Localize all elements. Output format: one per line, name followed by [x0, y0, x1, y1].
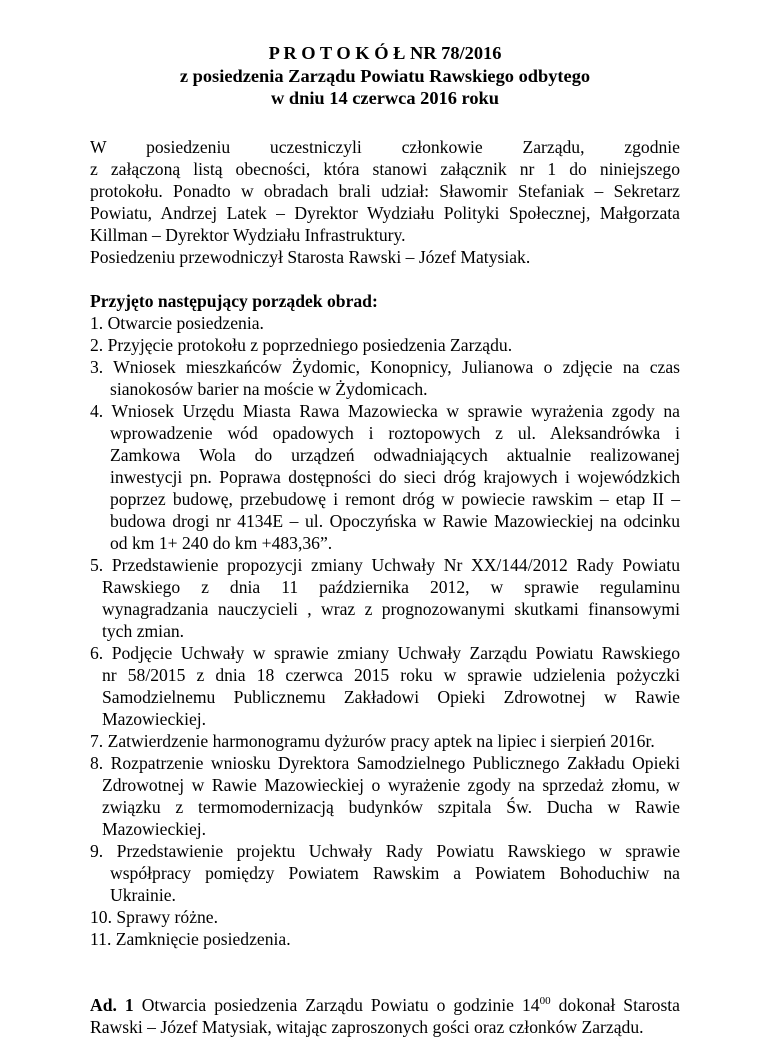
ad1-line2: Rawski – Józef Matysiak, witając zaproszonych gości oraz członków Zarządu. [90, 1016, 644, 1037]
agenda-item [90, 356, 680, 400]
intro-line: protokołu. Ponadto w obradach brali udział: Sławomir Stefaniak – Sekretarz [90, 180, 680, 201]
intro-line: z załączoną listą obecności, która stanowi załącznik nr 1 do niniejszego [90, 158, 680, 179]
agenda-item-text: 2. Przyjęcie protokołu z poprzedniego posiedzenia Zarządu. [90, 334, 513, 355]
title-meeting-subject: z posiedzenia Zarządu Powiatu Rawskiego odbytego [179, 65, 591, 86]
agenda-item [90, 642, 680, 730]
agenda-item [90, 906, 680, 928]
ad1-time-minutes: 00 [539, 994, 551, 1007]
agenda-item-text: 6. Podjęcie Uchwały w sprawie zmiany Uchwały Zarządu Powiatu Rawskiego [90, 642, 680, 663]
agenda-item [90, 730, 680, 752]
agenda-item-continuation: od km 1+ 240 do km +483,36”. [110, 532, 333, 553]
agenda-item [90, 752, 680, 840]
agenda-item [90, 928, 680, 950]
agenda-item-text: 7. Zatwierdzenie harmonogramu dyżurów pracy aptek na lipiec i sierpień 2016r. [90, 730, 655, 751]
intro-paragraph [90, 136, 680, 268]
agenda-item-continuation: sianokosów barier na moście w Żydomicach. [110, 378, 428, 399]
agenda-item-text: 8. Rozpatrzenie wniosku Dyrektora Samodzielnego Publicznego Zakładu Opieki [90, 752, 680, 773]
agenda-item-continuation: poprzez budowę, przebudowę i remont dróg w powiecie rawskim – etap II – [110, 488, 680, 509]
agenda-item [90, 312, 680, 334]
agenda-item-continuation: Zamkowa Wola do urządzeń odwadniających aktualnie realizowanej [110, 444, 680, 465]
agenda-item-continuation: współpracy pomiędzy Powiatem Rawskim a Powiatem Bohoduchiw na [110, 862, 680, 883]
ad1-label: Ad. 1 [90, 994, 134, 1015]
agenda-item-continuation: wprowadzenie wód opadowych i roztopowych z ul. Aleksandrówka i [110, 422, 680, 443]
agenda-item-continuation: inwestycji pn. Poprawa dostępności do sieci dróg krajowych i wojewódzkich [110, 466, 680, 487]
agenda-item-text: 5. Przedstawienie propozycji zmiany Uchwały Nr XX/144/2012 Rady Powiatu [90, 554, 680, 575]
intro-line: Killman – Dyrektor Wydziału Infrastruktury. [90, 224, 406, 245]
agenda-item-continuation: Zdrowotnej w Rawie Mazowieckiej o wyrażenie zgody na sprzedaż złomu, w [102, 774, 680, 795]
ad1-text-after: dokonał Starosta [550, 994, 680, 1015]
agenda-item-text: 3. Wniosek mieszkańców Żydomic, Konopnicy, Julianowa o zdjęcie na czas [90, 356, 680, 377]
section-spacer [90, 950, 680, 994]
agenda-item [90, 400, 680, 554]
document-title [90, 42, 680, 110]
agenda-item-continuation: budowa drogi nr 4134E – ul. Opoczyńska w Rawie Mazowieckiej na odcinku [110, 510, 680, 531]
title-meeting-date: w dniu 14 czerwca 2016 roku [270, 88, 499, 108]
title-protocol-number: P R O T O K Ó Ł NR 78/2016 [268, 43, 502, 63]
agenda-item [90, 840, 680, 906]
ad1-line [90, 994, 680, 1016]
agenda-item-continuation: wynagradzania nauczycieli , wraz z prognozowanymi skutkami finansowymi [102, 598, 680, 619]
agenda-item-continuation: Mazowieckiej. [102, 818, 207, 839]
agenda-item-text: 10. Sprawy różne. [90, 906, 219, 927]
agenda-item-continuation: nr 58/2015 z dnia 18 czerwca 2015 roku w sprawie udzielenia pożyczki [102, 664, 680, 685]
intro-line: W posiedzeniu uczestniczyli członkowie Zarządu, zgodnie [90, 136, 680, 157]
agenda-item-text: 11. Zamknięcie posiedzenia. [90, 928, 291, 949]
intro-chair: Posiedzeniu przewodniczył Starosta Rawski – Józef Matysiak. [90, 246, 531, 267]
agenda-item-text: 9. Przedstawienie projektu Uchwały Rady Powiatu Rawskiego w sprawie [90, 840, 680, 861]
agenda-item-continuation: Mazowieckiej. [102, 708, 207, 729]
agenda-item-continuation: tych zmian. [102, 620, 185, 641]
agenda-item-continuation: Ukrainie. [110, 884, 176, 905]
agenda-item-continuation: Rawskiego z dnia 11 października 2012, w sprawie regulaminu [102, 576, 680, 597]
agenda-item-continuation: Samodzielnemu Publicznemu Zakładowi Opieki Zdrowotnej w Rawie [102, 686, 680, 707]
ad1-section [90, 994, 680, 1038]
agenda-item-text: 1. Otwarcie posiedzenia. [90, 312, 264, 333]
ad1-text: Otwarcia posiedzenia Zarządu Powiatu o godzinie 14 [133, 994, 540, 1015]
agenda-item [90, 334, 680, 356]
intro-line: Powiatu, Andrzej Latek – Dyrektor Wydziału Polityki Społecznej, Małgorzata [90, 202, 680, 223]
agenda-item [90, 554, 680, 642]
agenda-item-continuation: związku z termomodernizacją budynków szpitala Św. Ducha w Rawie [102, 796, 680, 817]
agenda-item-text: 4. Wniosek Urzędu Miasta Rawa Mazowiecka w sprawie wyrażenia zgody na [90, 400, 680, 421]
agenda [90, 290, 680, 950]
agenda-heading: Przyjęto następujący porządek obrad: [90, 290, 378, 311]
